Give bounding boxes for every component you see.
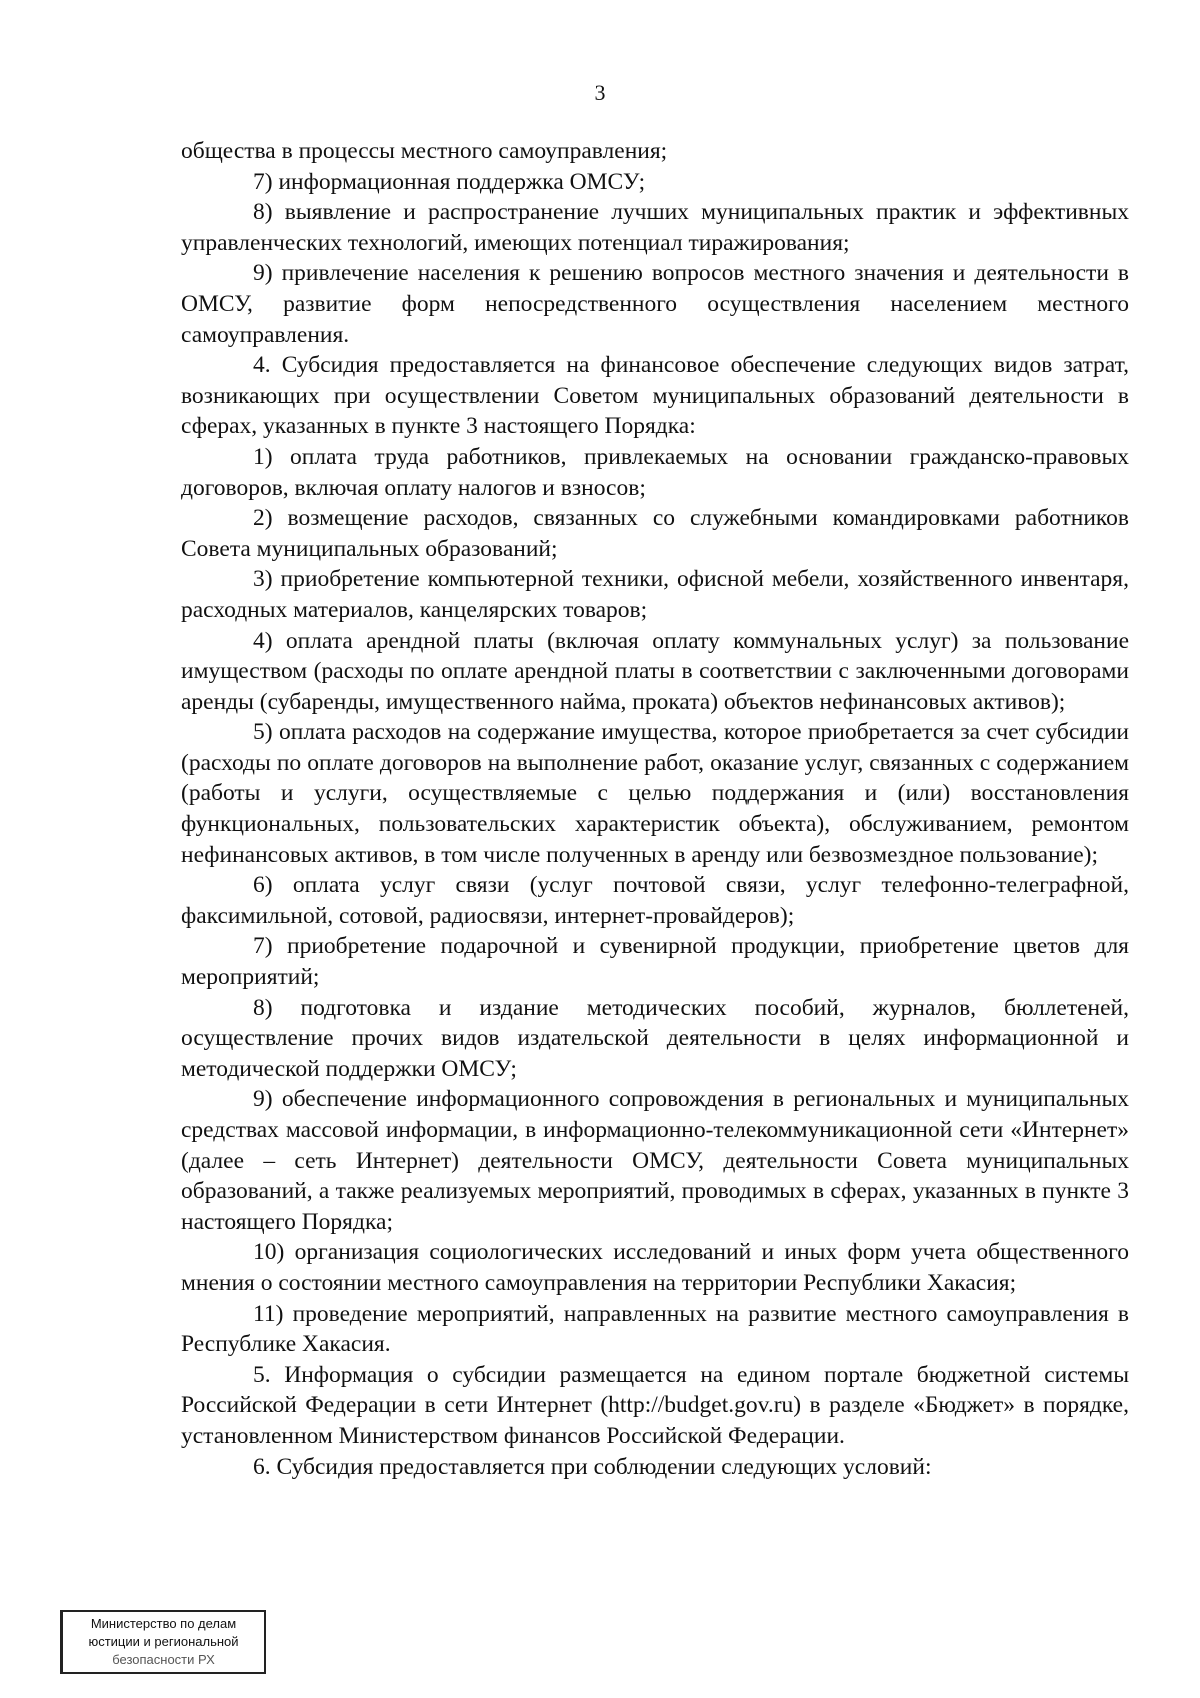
paragraph-expense-7: 7) приобретение подарочной и сувенирной продукции, приобретение цветов для мероприятий; bbox=[181, 933, 1129, 991]
paragraph-expense-10: 10) организация социологических исследований и иных форм учета общественного мнения о состоянии местного самоуправления на территории Республики Хакасия; bbox=[181, 1239, 1129, 1296]
page-number: 3 bbox=[594, 80, 606, 105]
paragraph-item-8-best-practices: 8) выявление и распространение лучших муниципальных практик и эффективных управленческих технологий, имеющих потенциал тиражирования; bbox=[181, 199, 1129, 256]
paragraph-expense-9: 9) обеспечение информационного сопровождения в региональных и муниципальных средствах массовой информации, в информационно-телекоммуникационной сети «Интернет» (далее – сеть Интернет) деятельности ОМСУ, деятельности Совета муниципальных образований, а также реализуемых мероприятий, проводимых в сферах, указанных в пункте 3 настоящего Порядка; bbox=[181, 1086, 1129, 1235]
paragraph-section-6: 6. Субсидия предоставляется при соблюдении следующих условий: bbox=[253, 1453, 932, 1480]
paragraph-continuation: общества в процессы местного самоуправления; bbox=[181, 138, 668, 164]
paragraph-expense-11: 11) проведение мероприятий, направленных на развитие местного самоуправления в Республике Хакасия. bbox=[181, 1300, 1129, 1358]
paragraph-expense-2: 2) возмещение расходов, связанных со служебными командировками работников Совета муниципальных образований; bbox=[181, 505, 1129, 562]
stamp-line-2: юстиции и региональной bbox=[88, 1634, 239, 1649]
paragraph-expense-3: 3) приобретение компьютерной техники, офисной мебели, хозяйственного инвентаря, расходных материалов, канцелярских товаров; bbox=[181, 566, 1129, 623]
ministry-stamp bbox=[60, 1610, 266, 1674]
paragraph-expense-6: 6) оплата услуг связи (услуг почтовой связи, услуг телефонно-телеграфной, факсимильной, сотовой, радиосвязи, интернет-провайдеров); bbox=[181, 872, 1129, 929]
paragraph-expense-8: 8) подготовка и издание методических пособий, журналов, бюллетеней, осуществление прочих видов издательской деятельности в целях информационной и методической поддержки ОМСУ; bbox=[181, 994, 1129, 1082]
paragraph-expense-5: 5) оплата расходов на содержание имущества, которое приобретается за счет субсидии (расходы по оплате договоров на выполнение работ, оказание услуг, связанных с содержанием (работы и услуги, осуществляемые с целью поддержания и (или) восстановления функциональных, пользовательских характеристик объекта), обслуживанием, ремонтом нефинансовых активов, в том числе полученных в аренду или безвозмездное пользование); bbox=[181, 719, 1129, 868]
document-body bbox=[181, 136, 1129, 1482]
paragraph-item-7-informational-support: 7) информационная поддержка ОМСУ; bbox=[253, 168, 646, 195]
paragraph-expense-1: 1) оплата труда работников, привлекаемых на основании гражданско-правовых договоров, включая оплату налогов и взносов; bbox=[181, 443, 1129, 501]
paragraph-expense-4: 4) оплата арендной платы (включая оплату коммунальных услуг) за пользование имуществом (расходы по оплате арендной платы в соответствии с заключенными договорами аренды (субаренды, имущественного найма, проката) объектов нефинансовых активов); bbox=[181, 627, 1129, 715]
paragraph-item-9-public-involvement: 9) привлечение населения к решению вопросов местного значения и деятельности в ОМСУ, развитие форм непосредственного осуществления населением местного самоуправления. bbox=[181, 260, 1129, 348]
paragraph-section-4: 4. Субсидия предоставляется на финансовое обеспечение следующих видов затрат, возникающих при осуществлении Советом муниципальных образований деятельности в сферах, указанных в пункте 3 настоящего Порядка: bbox=[181, 352, 1129, 440]
paragraph-section-5: 5. Информация о субсидии размещается на едином портале бюджетной системы Российской Федерации в сети Интернет (http://budget.gov.ru) в разделе «Бюджет» в порядке, установленном Министерством финансов Российской Федерации. bbox=[181, 1361, 1129, 1449]
stamp-line-3: безопасности РХ bbox=[112, 1652, 215, 1667]
stamp-line-1: Министерство по делам bbox=[90, 1616, 237, 1631]
